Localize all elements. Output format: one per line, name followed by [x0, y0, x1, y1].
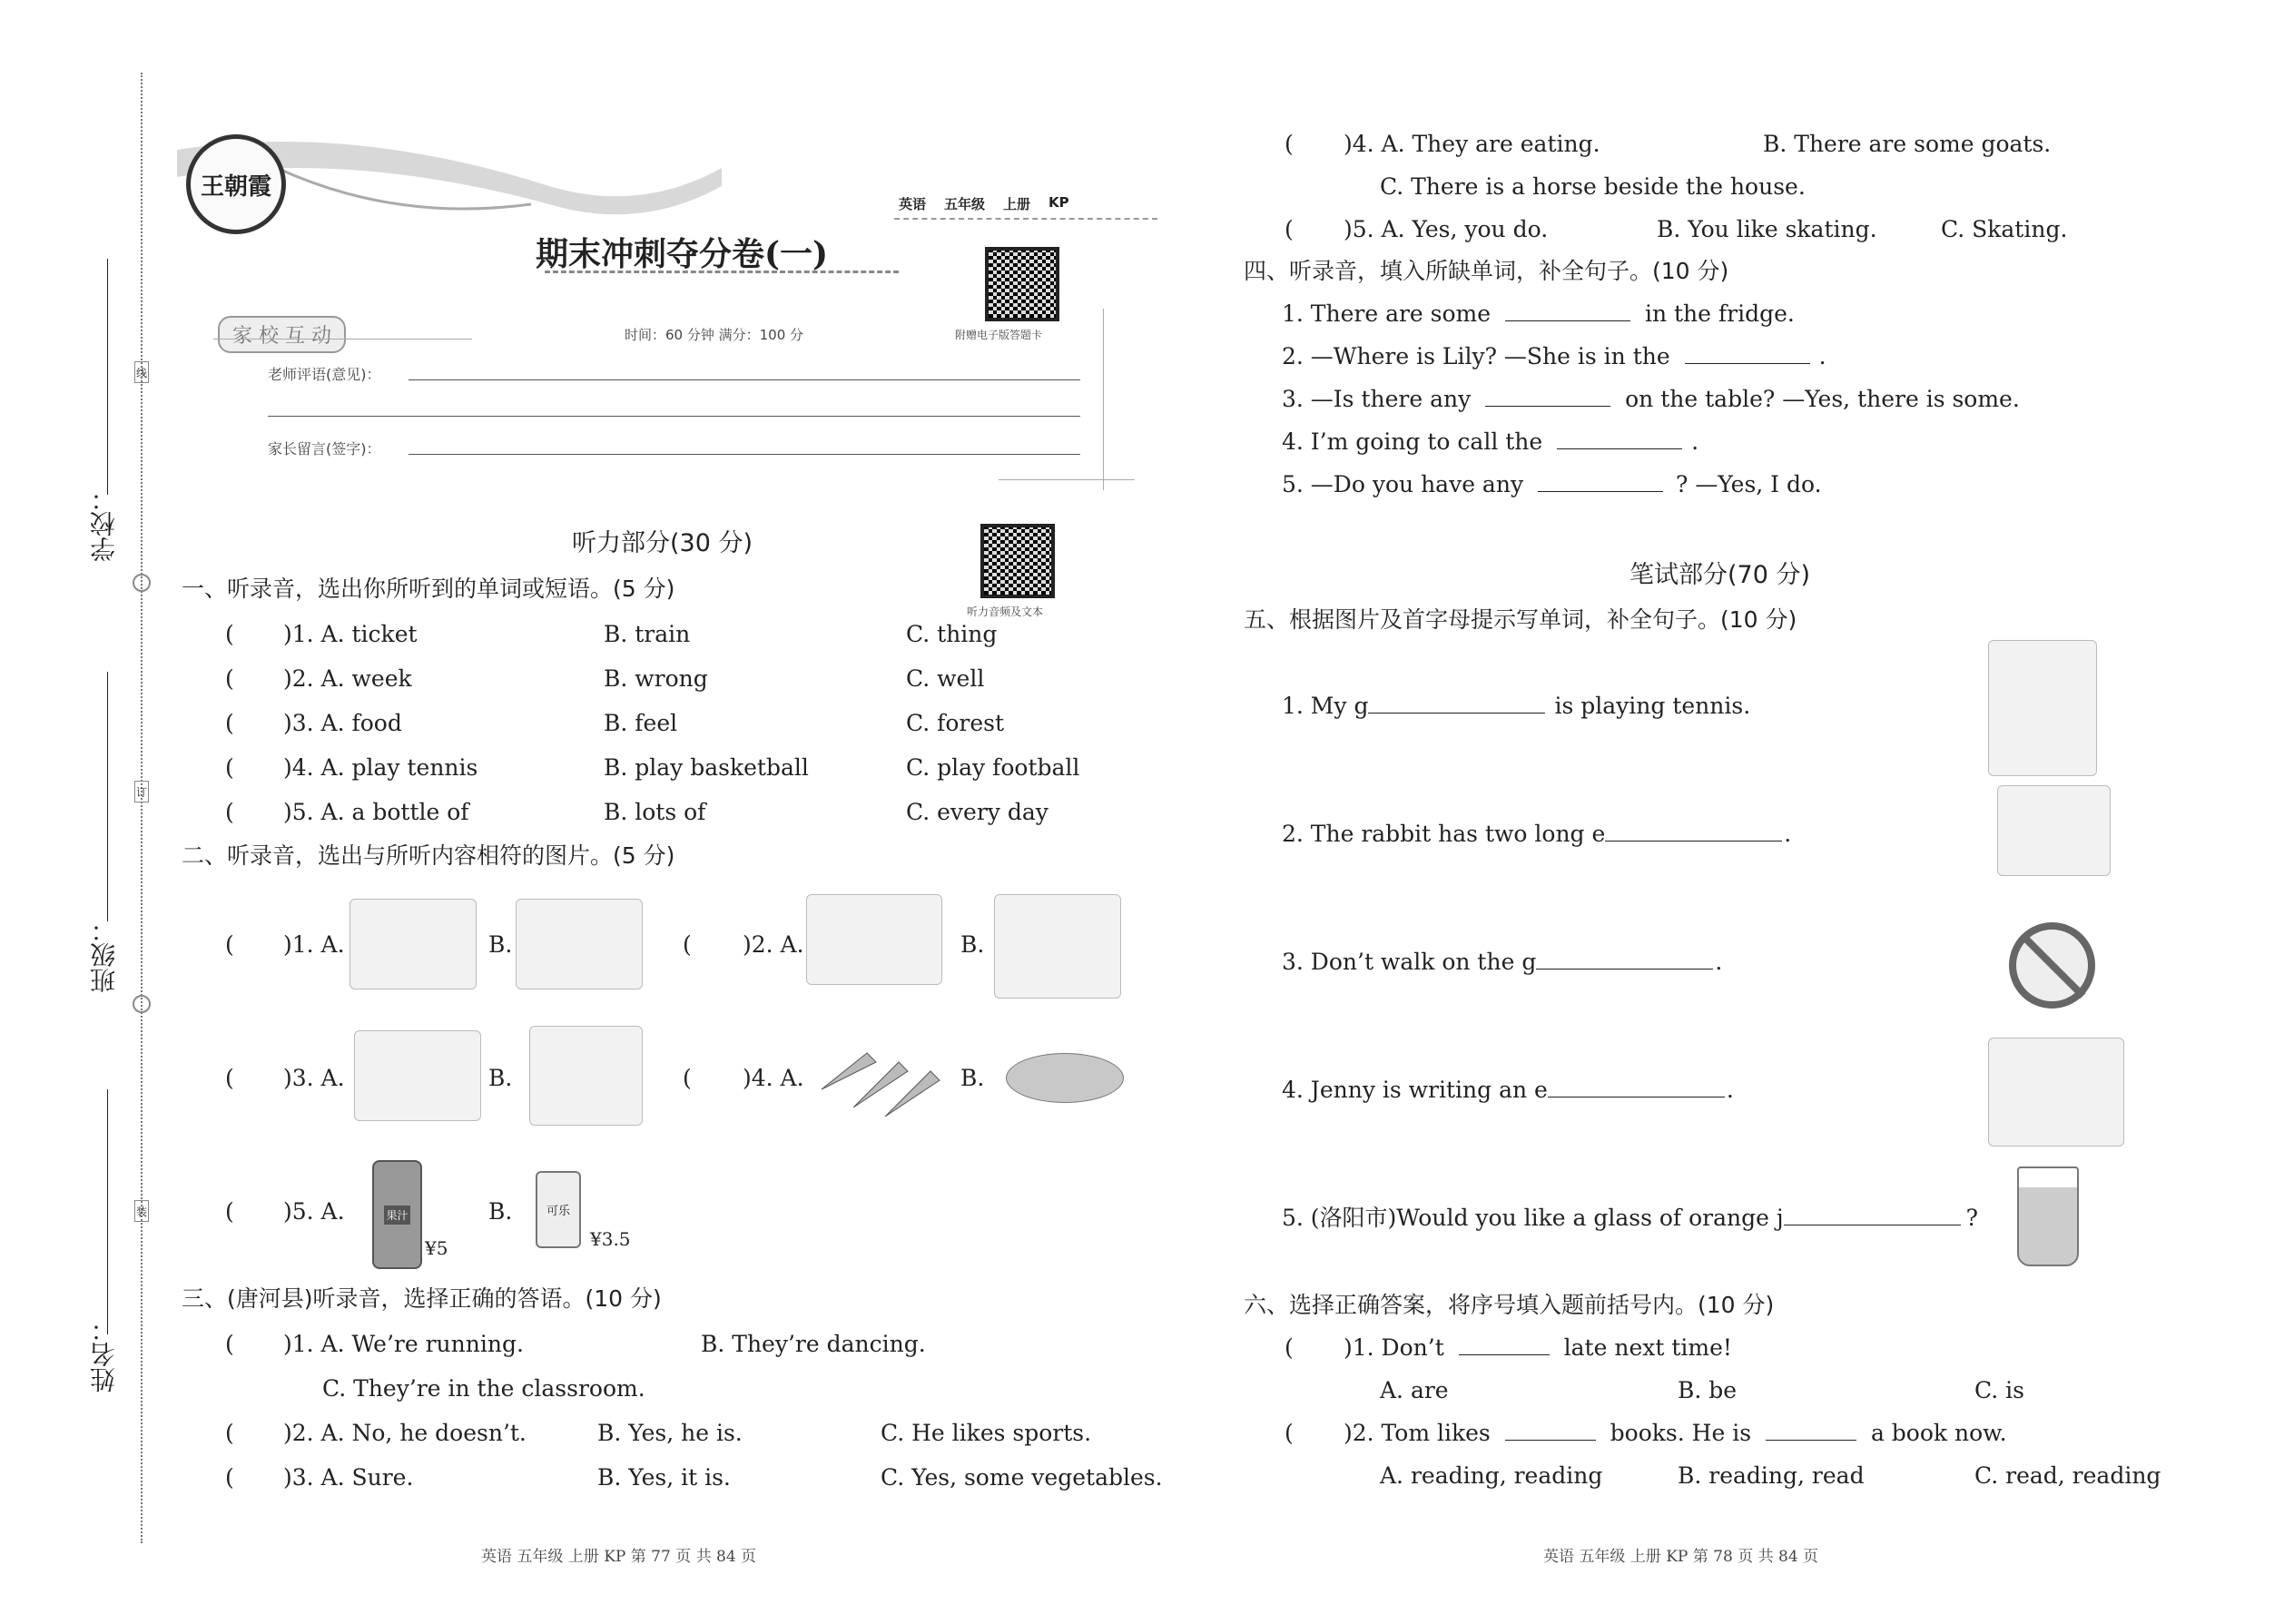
teacher-comment-line-2[interactable] [268, 416, 1080, 417]
sec3-title: 三、(唐河县)听录音，选择正确的答语。(10 分) [182, 1285, 662, 1312]
sec3-q1-c: C. They’re in the classroom. [322, 1375, 645, 1402]
no-walking-slash [2020, 932, 2086, 999]
answer-sheet-qr[interactable] [985, 247, 1059, 321]
sec1-q4-c: C. play football [906, 754, 1080, 781]
sec1-paren-1[interactable]: ( [225, 621, 234, 647]
sec2-paren-2[interactable]: ( [683, 931, 692, 958]
sec3-q1-b: B. They’re dancing. [701, 1331, 926, 1357]
sec4-q1-a: 1. There are some [1282, 300, 1492, 327]
sec5-q4-b: . [1726, 1077, 1734, 1103]
header-tags [899, 194, 1069, 213]
spine-mark-fix: 装 [134, 1200, 149, 1222]
sec3-paren-2[interactable]: ( [225, 1420, 234, 1446]
sec1-q4-b: B. play basketball [604, 754, 809, 781]
sec4-q1 [1282, 302, 1795, 325]
title-dashed-frame [545, 271, 899, 273]
sec4-q4-a: 4. I’m going to call the [1282, 428, 1543, 455]
sec3-paren-1[interactable]: ( [225, 1331, 234, 1357]
sec1-q3-a: )3. A. food [283, 710, 402, 736]
class-label: 班级： [89, 917, 119, 993]
tag-term: 上册 [1003, 196, 1031, 212]
page-title: 期末冲刺夺分卷(一) [536, 235, 829, 273]
class-line[interactable] [107, 672, 108, 921]
potatoes-image [1006, 1053, 1124, 1103]
sec1-q3-b: B. feel [604, 710, 678, 736]
sec5-q2 [1282, 822, 1791, 845]
comment-frame-bottom [999, 479, 1135, 480]
sec5-q1-a: 1. My g [1282, 693, 1369, 719]
no-walking-sign-icon [2009, 922, 2095, 1009]
school-line[interactable] [107, 259, 108, 495]
sec5-q5-a: 5. (洛阳市)Would you like a glass of orange j [1282, 1205, 1784, 1231]
school-label: 学校： [89, 486, 119, 562]
sec2-q5-b: B. [488, 1198, 513, 1225]
sec2-paren-1[interactable]: ( [225, 931, 234, 958]
cola-can-image [536, 1171, 581, 1248]
carrots-image [812, 1035, 949, 1121]
sec5-q3 [1282, 950, 1722, 973]
sec6-q1-opt-a: A. are [1380, 1377, 1449, 1403]
sec2-q4-b: B. [960, 1065, 985, 1091]
sec6-q2-opt-a: A. reading, reading [1380, 1462, 1603, 1489]
sec1-paren-4[interactable]: ( [225, 754, 234, 781]
sec6-q1-opt-b: B. be [1678, 1377, 1738, 1403]
sec3-q3-c: C. Yes, some vegetables. [881, 1464, 1163, 1491]
parent-comment-line[interactable] [409, 454, 1080, 455]
sec2-q5-a: )5. A. [283, 1198, 345, 1225]
sec2-q2-a: )2. A. [743, 931, 804, 958]
sec5-q4-a: 4. Jenny is writing an e [1282, 1077, 1548, 1103]
sec2-q3-a: )3. A. [283, 1065, 345, 1091]
sec3-paren-3[interactable]: ( [225, 1464, 234, 1491]
cola-price: ¥3.5 [590, 1228, 631, 1250]
grandma-tennis-image [1988, 640, 2097, 776]
header-divider [894, 218, 1157, 220]
sec4-q2-blank[interactable] [1685, 363, 1810, 364]
sec3-q4-b: B. There are some goats. [1763, 131, 2052, 157]
sec6-q2-opt-c: C. read, reading [1974, 1462, 2161, 1489]
sec3-q5-c: C. Skating. [1941, 216, 2068, 242]
sec5-q3-a: 3. Don’t walk on the g [1282, 949, 1537, 975]
rabbit-image [1997, 785, 2111, 876]
sec3-q5-a: )5. A. Yes, you do. [1344, 216, 1549, 242]
spine [0, 0, 154, 1624]
sec5-q2-blank[interactable] [1605, 841, 1782, 842]
sec3-q4-c: C. There is a horse beside the house. [1380, 173, 1806, 200]
sec5-q1 [1282, 694, 1750, 717]
sec4-q4-blank[interactable] [1557, 448, 1682, 449]
sec6-q1-opt-c: C. is [1974, 1377, 2024, 1403]
sec4-q1-blank[interactable] [1505, 320, 1630, 321]
sec4-q1-b: in the fridge. [1644, 300, 1795, 327]
sec6-paren-2[interactable]: ( [1285, 1420, 1294, 1446]
time-score: 时间：60 分钟 满分：100 分 [625, 327, 804, 343]
sec4-q5-a: 5. —Do you have any [1282, 471, 1524, 497]
sec2-q3-b: B. [488, 1065, 513, 1091]
sec4-q3 [1282, 388, 2020, 410]
sec6-q1-blank [1459, 1354, 1550, 1355]
sec1-q5-b: B. lots of [604, 799, 706, 825]
sec6-q1 [1344, 1336, 1732, 1359]
sec6-q2-m: books. He is [1610, 1420, 1752, 1446]
sec4-q3-blank[interactable] [1485, 406, 1610, 407]
sec3-q3-b: B. Yes, it is. [597, 1464, 731, 1491]
spine-dotted-line [141, 73, 143, 1543]
girl-drinking-image [529, 1026, 643, 1126]
tag-edition: KP [1049, 194, 1069, 211]
sec4-q2 [1282, 345, 1826, 368]
sec6-q2 [1344, 1422, 2007, 1444]
sec3-q2-b: B. Yes, he is. [597, 1420, 743, 1446]
sec6-q2-a: )2. Tom likes [1344, 1420, 1491, 1446]
sec4-q2-a: 2. —Where is Lily? —She is in the [1282, 343, 1670, 369]
spine-mark-line: 线 [134, 361, 149, 383]
juice-price: ¥5 [425, 1237, 448, 1259]
sec5-q2-b: . [1784, 821, 1792, 847]
brand-seal [186, 134, 286, 234]
sec4-q3-b: on the table? —Yes, there is some. [1625, 386, 2020, 412]
parent-comment-label: 家长留言(签字)： [268, 440, 381, 458]
sec3-q2-c: C. He likes sports. [881, 1420, 1092, 1446]
sec1-q1-c: C. thing [906, 621, 998, 647]
sec1-q1-b: B. train [604, 621, 691, 647]
sec1-paren-5[interactable]: ( [225, 799, 234, 825]
sec1-title: 一、听录音，选出你所听到的单词或短语。(5 分) [182, 576, 675, 602]
sec3-paren-4[interactable]: ( [1285, 131, 1294, 157]
sec6-q1-a: )1. Don’t [1344, 1334, 1444, 1361]
sec5-q1-b: is playing tennis. [1554, 693, 1751, 719]
sec5-q3-b: . [1715, 949, 1723, 975]
sec6-q1-b: late next time! [1563, 1334, 1732, 1361]
badge-line [213, 339, 472, 340]
sec6-q2-blank-1 [1505, 1440, 1596, 1441]
juice-label: 果汁 [384, 1206, 409, 1225]
carrots-graphic [812, 1035, 949, 1121]
sec2-title: 二、听录音，选出与所听内容相符的图片。(5 分) [182, 842, 675, 869]
sec5-q5 [1282, 1206, 1978, 1229]
sec6-q2-blank-2 [1766, 1440, 1856, 1441]
sec2-paren-5[interactable]: ( [225, 1198, 234, 1225]
sec2-paren-4[interactable]: ( [683, 1065, 692, 1091]
sec1-q5-c: C. every day [906, 799, 1049, 825]
writing-title: 笔试部分(70 分) [1629, 561, 1811, 589]
sec1-q2-a: )2. A. week [283, 665, 412, 692]
sec4-title: 四、听录音，填入所缺单词，补全句子。(10 分) [1244, 258, 1729, 284]
sec2-q2-b: B. [960, 931, 985, 958]
answer-sheet-qr-caption: 附赠电子版答题卡 [955, 329, 1043, 341]
sec5-q1-blank[interactable] [1368, 713, 1545, 714]
sec4-q5 [1282, 473, 1822, 496]
sec6-title: 六、选择正确答案，将序号填入题前括号内。(10 分) [1244, 1292, 1775, 1318]
footer-left: 英语 五年级 上册 KP 第 77 页 共 84 页 [481, 1548, 757, 1566]
sec2-q1-b: B. [488, 931, 513, 958]
sec4-q3-a: 3. —Is there any [1282, 386, 1472, 412]
spine-mark-bind: 订 [134, 781, 149, 802]
sec5-q2-a: 2. The rabbit has two long e [1282, 821, 1606, 847]
home-school-badge [218, 316, 346, 353]
sec6-q2-b: a book now. [1870, 1420, 2007, 1446]
sec2-paren-3[interactable]: ( [225, 1065, 234, 1091]
sec4-q5-blank[interactable] [1538, 491, 1663, 492]
sec3-q5-b: B. You like skating. [1657, 216, 1877, 242]
sec1-paren-3[interactable]: ( [225, 710, 234, 736]
sec5-q4 [1282, 1078, 1734, 1101]
girl-computer-image [1988, 1038, 2124, 1147]
sec1-q5-a: )5. A. a bottle of [283, 799, 469, 825]
home-school-text: 家 校 互 动 [232, 325, 331, 348]
bed-image-a [350, 899, 477, 989]
lake-image [806, 894, 942, 985]
brand-text: 王朝霞 [200, 172, 271, 201]
classroom-tv-image [354, 1030, 481, 1121]
comment-frame-right [1103, 309, 1104, 490]
sec1-q2-b: B. wrong [604, 665, 708, 692]
sec3-paren-5[interactable]: ( [1285, 216, 1294, 242]
sec3-q4-a: )4. A. They are eating. [1344, 131, 1600, 157]
listening-title: 听力部分(30 分) [572, 529, 753, 557]
tag-subject: 英语 [899, 196, 927, 212]
sec1-paren-2[interactable]: ( [225, 665, 234, 692]
sec4-q5-b: ? —Yes, I do. [1675, 471, 1822, 497]
spine-circle-2 [133, 995, 151, 1013]
sec5-q5-b: ? [1965, 1205, 1979, 1231]
sec4-q4-b: . [1691, 428, 1699, 455]
orange-juice-glass-image [2017, 1166, 2079, 1266]
sec1-q2-c: C. well [906, 665, 985, 692]
sec3-q1-a: )1. A. We’re running. [283, 1331, 524, 1357]
sec2-q1-a: )1. A. [283, 931, 345, 958]
sec2-q4-a: )4. A. [743, 1065, 804, 1091]
cola-label: 可乐 [546, 1205, 570, 1218]
bed-image-b [516, 899, 643, 989]
sec5-title: 五、根据图片及首字母提示写单词，补全句子。(10 分) [1244, 606, 1797, 633]
spine-circle-1 [133, 574, 151, 592]
name-line[interactable] [107, 1089, 108, 1334]
sec6-q2-opt-b: B. reading, read [1678, 1462, 1865, 1489]
name-label: 姓名： [89, 1316, 119, 1393]
sec1-q4-a: )4. A. play tennis [283, 754, 478, 781]
sec1-q3-c: C. forest [906, 710, 1005, 736]
sec3-q3-a: )3. A. Sure. [283, 1464, 414, 1491]
sec6-paren-1[interactable]: ( [1285, 1334, 1294, 1361]
listening-qr-caption: 听力音频及文本 [967, 605, 1044, 618]
tag-grade: 五年级 [944, 196, 986, 212]
listening-qr[interactable] [980, 524, 1055, 598]
teacher-comment-line-1[interactable] [409, 379, 1080, 380]
teacher-comment-label: 老师评语(意见)： [268, 366, 381, 383]
sec4-q4 [1282, 430, 1698, 453]
sec4-q2-b: . [1818, 343, 1826, 369]
sec3-q2-a: )2. A. No, he doesn’t. [283, 1420, 527, 1446]
kids-shopping-image [994, 894, 1121, 999]
juice-bottle-image [372, 1160, 422, 1269]
sec1-q1-a: )1. A. ticket [283, 621, 418, 647]
footer-right: 英语 五年级 上册 KP 第 78 页 共 84 页 [1543, 1548, 1819, 1566]
